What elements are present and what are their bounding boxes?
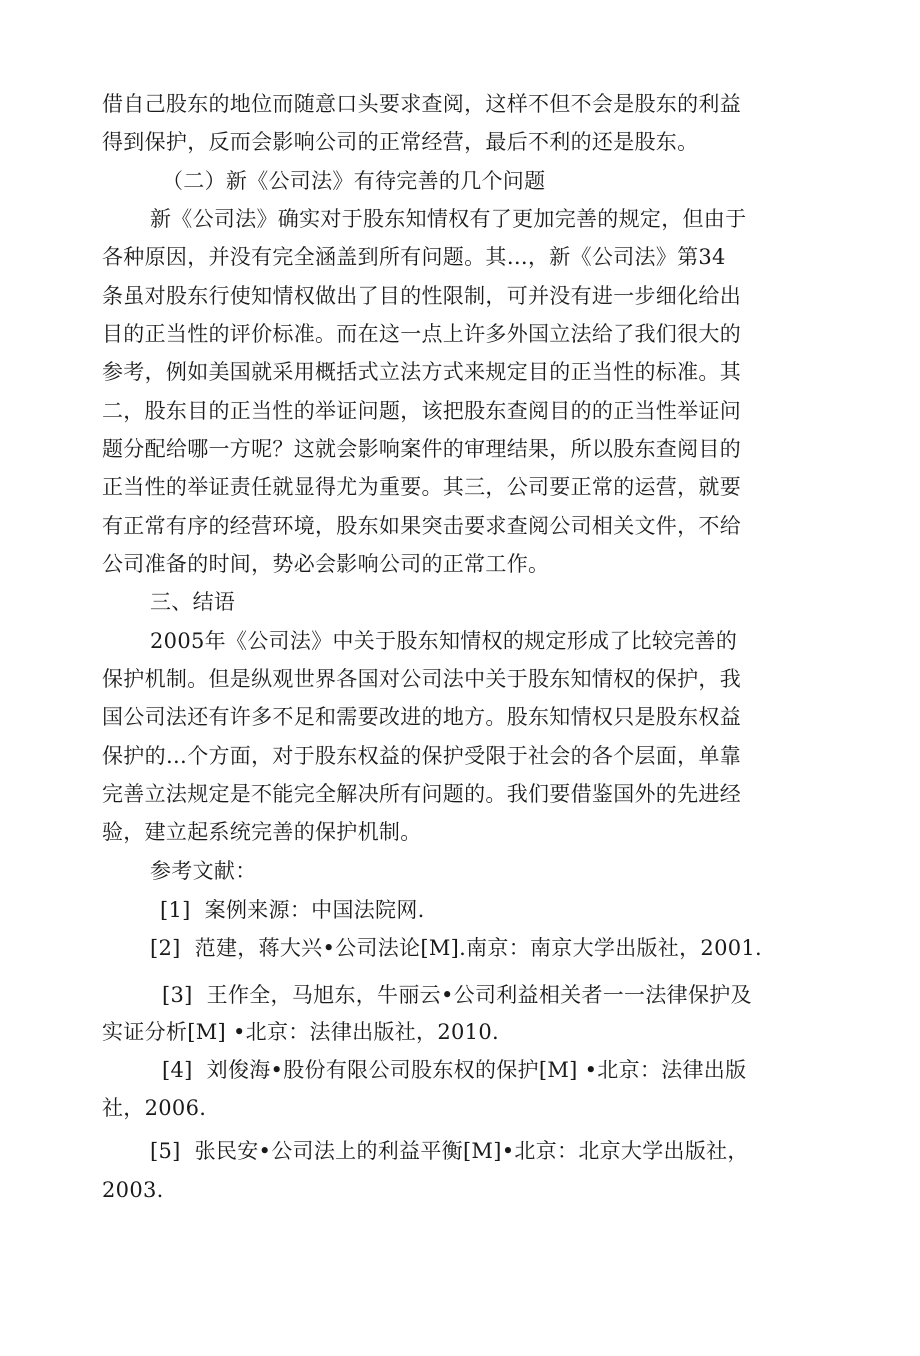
reference-number: [5] [150,1139,181,1163]
reference-text: 张民安•公司法上的利益平衡[M]•北京：北京大学出版社， [194,1139,749,1163]
reference-text: 案例来源：中国法院网. [204,898,425,922]
paragraph-line: 公司准备的时间，势必会影响公司的正常工作。 [102,552,550,576]
reference-item [162,981,752,1009]
paragraph-line: 保护机制。但是纵观世界各国对公司法中关于股东知情权的保护，我 [102,667,741,691]
paragraph-line: 有正常有序的经营环境，股东如果突击要求查阅公司相关文件，不给 [102,514,741,538]
paragraph-line: 条虽对股东行使知情权做出了目的性限制，可并没有进一步细化给出 [102,284,741,308]
reference-text: 王作全，马旭东，牛丽云•公司利益相关者一一法律保护及 [206,983,752,1007]
paragraph-line: 验，建立起系统完善的保护机制。 [102,820,422,844]
reference-item [150,1137,749,1165]
reference-number: [2] [150,936,181,960]
paragraph-line: 2005年《公司法》中关于股东知情权的规定形成了比较完善的 [150,629,738,653]
reference-number: [1] [160,898,191,922]
reference-text: 范建，蒋大兴•公司法论[M].南京：南京大学出版社，2001. [194,936,763,960]
reference-continuation: 2003. [102,1178,164,1202]
references-heading: 参考文献： [150,859,257,883]
paragraph-line: 题分配给哪一方呢？这就会影响案件的审理结果，所以股东查阅目的 [102,437,741,461]
paragraph-line: 完善立法规定是不能完全解决所有问题的。我们要借鉴国外的先进经 [102,782,741,806]
reference-continuation: 实证分析[M] •北京：法律出版社，2010. [102,1020,499,1044]
paragraph-line: 借自己股东的地位而随意口头要求查阅，这样不但不会是股东的利益 [102,92,741,116]
paragraph-line: 目的正当性的评价标准。而在这一点上许多外国立法给了我们很大的 [102,322,741,346]
reference-text: 刘俊海•股份有限公司股东权的保护[M] •北京：法律出版 [206,1058,747,1082]
reference-item [150,934,762,962]
reference-item [160,896,425,924]
section-heading: 三、结语 [150,590,236,614]
section-heading: （二）新《公司法》有待完善的几个问题 [162,169,546,193]
reference-item [162,1056,746,1084]
paragraph-line: 保护的…个方面，对于股东权益的保护受限于社会的各个层面，单靠 [102,744,741,768]
paragraph-line: 新《公司法》确实对于股东知情权有了更加完善的规定，但由于 [150,207,747,231]
reference-number: [4] [162,1058,193,1082]
paragraph-line: 得到保护，反而会影响公司的正常经营，最后不利的还是股东。 [102,130,699,154]
paragraph-line: 二，股东目的正当性的举证问题，该把股东查阅目的的正当性举证问 [102,399,741,423]
paragraph-line: 参考，例如美国就采用概括式立法方式来规定目的正当性的标准。其 [102,360,741,384]
reference-continuation: 社，2006. [102,1096,207,1120]
paragraph-line: 各种原因，并没有完全涵盖到所有问题。其…，新《公司法》第34 [102,245,726,269]
reference-number: [3] [162,983,193,1007]
paragraph-line: 国公司法还有许多不足和需要改进的地方。股东知情权只是股东权益 [102,705,741,729]
paragraph-line: 正当性的举证责任就显得尤为重要。其三，公司要正常的运营，就要 [102,475,741,499]
